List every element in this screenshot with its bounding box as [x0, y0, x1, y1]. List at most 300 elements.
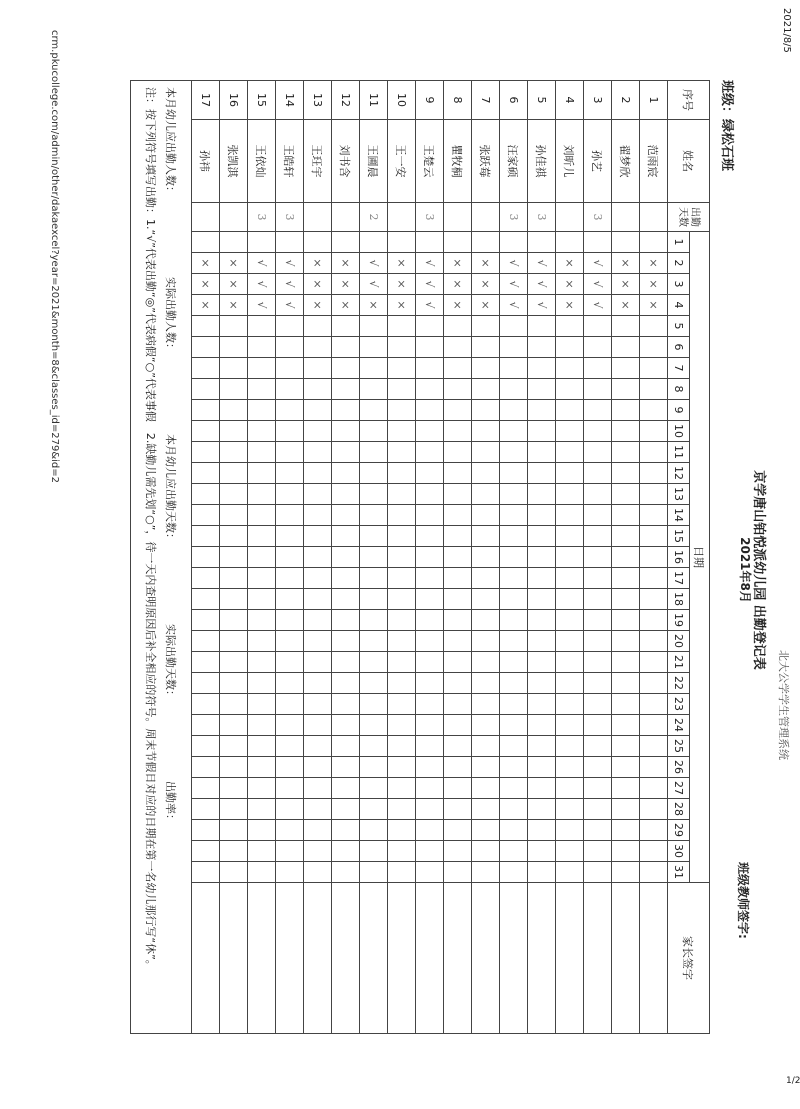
day-number: 13	[668, 484, 690, 505]
day-mark	[276, 442, 304, 463]
day-mark	[220, 610, 248, 631]
day-mark	[472, 820, 500, 841]
actual-attend-days: 实际出勤天数：	[164, 624, 177, 701]
day-mark	[332, 421, 360, 442]
day-number: 5	[668, 316, 690, 337]
day-mark	[556, 484, 584, 505]
day-mark: ×	[220, 253, 248, 274]
day-mark	[584, 568, 612, 589]
day-number: 29	[668, 820, 690, 841]
student-name: 翟梦欣	[612, 120, 640, 203]
day-mark	[612, 358, 640, 379]
day-mark	[360, 778, 388, 799]
student-name: 孙祎	[192, 120, 220, 203]
header-attendance-days: 出勤天数	[668, 203, 710, 232]
day-mark	[444, 778, 472, 799]
day-mark	[220, 778, 248, 799]
day-mark	[276, 358, 304, 379]
day-mark	[612, 820, 640, 841]
day-mark	[416, 610, 444, 631]
day-mark	[584, 673, 612, 694]
day-mark	[556, 694, 584, 715]
day-mark	[276, 526, 304, 547]
day-mark	[276, 820, 304, 841]
day-mark	[500, 337, 528, 358]
day-mark	[304, 862, 332, 883]
day-mark	[248, 694, 276, 715]
attendance-table	[130, 80, 710, 1034]
day-mark	[556, 232, 584, 253]
day-mark	[304, 232, 332, 253]
day-mark	[220, 547, 248, 568]
day-mark	[472, 757, 500, 778]
day-mark	[500, 610, 528, 631]
day-mark	[332, 757, 360, 778]
day-mark: ×	[444, 274, 472, 295]
day-mark: ×	[304, 295, 332, 316]
day-mark	[612, 568, 640, 589]
day-mark	[220, 568, 248, 589]
header-name: 姓名	[668, 120, 710, 203]
day-mark	[276, 337, 304, 358]
day-mark	[304, 358, 332, 379]
day-mark	[388, 358, 416, 379]
day-mark	[640, 694, 668, 715]
day-mark	[584, 715, 612, 736]
day-mark	[220, 337, 248, 358]
day-mark: √	[360, 274, 388, 295]
day-mark	[304, 463, 332, 484]
day-number: 11	[668, 442, 690, 463]
day-mark	[248, 652, 276, 673]
day-mark	[472, 505, 500, 526]
day-mark: √	[276, 295, 304, 316]
day-mark	[500, 736, 528, 757]
day-mark	[192, 736, 220, 757]
student-row	[220, 81, 248, 1034]
day-mark	[276, 652, 304, 673]
attendance-sheet	[40, 0, 800, 1090]
class-label: 班级：绿松石班	[719, 80, 734, 172]
student-number: 7	[472, 81, 500, 120]
attendance-days-value	[304, 203, 332, 232]
day-mark	[500, 652, 528, 673]
student-number: 5	[528, 81, 556, 120]
day-mark	[360, 652, 388, 673]
day-mark	[584, 610, 612, 631]
day-mark	[192, 820, 220, 841]
day-mark: √	[276, 274, 304, 295]
day-mark	[304, 505, 332, 526]
day-mark	[304, 820, 332, 841]
day-mark	[192, 526, 220, 547]
footer-note: 注：按下列符号填写出勤：1.“√”代表出勤“◎”代表病假“○”代表事假 2.缺勤儿需先划“○”，待一天内查明原因后补全相应的符号。周末节假日对应的日期在第一名幼儿那行写“休”。	[144, 87, 157, 971]
day-mark	[248, 589, 276, 610]
day-mark	[220, 484, 248, 505]
attendance-days-value: 3	[248, 203, 276, 232]
day-mark	[304, 841, 332, 862]
day-mark	[332, 358, 360, 379]
day-mark: √	[416, 274, 444, 295]
day-mark	[388, 841, 416, 862]
day-mark	[556, 547, 584, 568]
day-mark	[444, 610, 472, 631]
day-mark	[612, 799, 640, 820]
day-mark	[220, 862, 248, 883]
day-mark	[388, 862, 416, 883]
parent-sign-cell	[556, 883, 584, 1034]
student-name: 王皓轩	[276, 120, 304, 203]
day-mark	[584, 652, 612, 673]
day-mark	[612, 547, 640, 568]
page-number: 1/2	[786, 1076, 800, 1086]
day-mark	[528, 526, 556, 547]
attendance-days-value: 2	[360, 203, 388, 232]
student-row	[584, 81, 612, 1034]
day-mark	[472, 841, 500, 862]
parent-sign-cell	[472, 883, 500, 1034]
day-mark	[528, 841, 556, 862]
day-mark	[528, 316, 556, 337]
day-number: 2	[668, 253, 690, 274]
day-mark	[276, 715, 304, 736]
day-mark	[556, 778, 584, 799]
day-mark	[528, 673, 556, 694]
day-mark	[276, 232, 304, 253]
day-mark	[500, 526, 528, 547]
day-mark	[276, 379, 304, 400]
parent-sign-cell	[360, 883, 388, 1034]
attendance-days-value	[388, 203, 416, 232]
day-mark	[248, 358, 276, 379]
teacher-sign-label: 班级教师签字:	[736, 862, 750, 939]
day-mark	[472, 694, 500, 715]
student-row	[444, 81, 472, 1034]
day-number: 18	[668, 589, 690, 610]
day-mark	[360, 715, 388, 736]
day-mark: ×	[556, 253, 584, 274]
day-mark	[332, 484, 360, 505]
day-mark	[416, 400, 444, 421]
day-mark	[640, 316, 668, 337]
day-mark	[332, 400, 360, 421]
day-number: 24	[668, 715, 690, 736]
day-mark	[388, 715, 416, 736]
day-mark	[640, 757, 668, 778]
parent-sign-cell	[584, 883, 612, 1034]
day-mark: √	[500, 274, 528, 295]
day-mark	[332, 379, 360, 400]
day-mark	[444, 757, 472, 778]
day-mark	[248, 799, 276, 820]
day-mark	[640, 232, 668, 253]
day-mark	[416, 673, 444, 694]
day-mark	[332, 547, 360, 568]
day-mark	[472, 610, 500, 631]
day-mark	[528, 694, 556, 715]
day-number: 14	[668, 505, 690, 526]
day-mark	[360, 799, 388, 820]
day-mark	[584, 505, 612, 526]
day-mark	[304, 715, 332, 736]
day-mark	[472, 736, 500, 757]
day-mark	[416, 841, 444, 862]
day-mark	[444, 820, 472, 841]
day-mark	[388, 673, 416, 694]
day-mark	[220, 316, 248, 337]
day-mark	[472, 778, 500, 799]
day-mark	[444, 589, 472, 610]
student-number: 9	[416, 81, 444, 120]
day-mark	[640, 841, 668, 862]
day-mark	[360, 757, 388, 778]
day-mark	[248, 505, 276, 526]
day-mark	[192, 799, 220, 820]
day-mark	[416, 820, 444, 841]
student-row	[248, 81, 276, 1034]
day-mark	[640, 631, 668, 652]
day-mark	[612, 232, 640, 253]
day-mark	[192, 463, 220, 484]
day-mark	[444, 379, 472, 400]
day-number: 16	[668, 547, 690, 568]
day-mark	[640, 673, 668, 694]
day-mark: √	[528, 295, 556, 316]
day-mark	[556, 379, 584, 400]
day-mark	[388, 505, 416, 526]
day-number: 9	[668, 400, 690, 421]
day-mark	[276, 421, 304, 442]
day-mark: ×	[220, 274, 248, 295]
day-mark	[248, 484, 276, 505]
attendance-days-value	[472, 203, 500, 232]
day-mark	[584, 757, 612, 778]
student-number: 13	[304, 81, 332, 120]
day-mark	[444, 463, 472, 484]
day-mark	[640, 484, 668, 505]
day-mark: √	[416, 295, 444, 316]
day-mark	[360, 442, 388, 463]
day-number: 27	[668, 778, 690, 799]
parent-sign-cell	[640, 883, 668, 1034]
day-mark	[584, 337, 612, 358]
day-number: 22	[668, 673, 690, 694]
parent-sign-cell	[528, 883, 556, 1034]
day-mark	[360, 316, 388, 337]
day-mark: √	[584, 253, 612, 274]
day-mark	[388, 484, 416, 505]
day-mark	[444, 337, 472, 358]
day-mark	[584, 820, 612, 841]
day-mark	[304, 757, 332, 778]
actual-attend-count: 实际出勤人数：	[164, 277, 177, 354]
day-mark	[192, 652, 220, 673]
day-mark	[444, 631, 472, 652]
day-mark	[640, 736, 668, 757]
day-mark	[192, 421, 220, 442]
day-mark	[192, 442, 220, 463]
student-number: 1	[640, 81, 668, 120]
day-mark	[416, 463, 444, 484]
day-mark	[416, 316, 444, 337]
day-mark	[220, 526, 248, 547]
day-mark	[640, 463, 668, 484]
student-number: 16	[220, 81, 248, 120]
day-mark	[500, 505, 528, 526]
day-mark	[528, 421, 556, 442]
day-mark	[192, 484, 220, 505]
day-number: 12	[668, 463, 690, 484]
day-mark	[416, 799, 444, 820]
day-mark	[220, 799, 248, 820]
day-number: 30	[668, 841, 690, 862]
day-mark	[388, 316, 416, 337]
day-mark	[444, 316, 472, 337]
day-mark	[640, 379, 668, 400]
student-name: 孙佳祺	[528, 120, 556, 203]
day-mark	[472, 421, 500, 442]
day-mark	[472, 484, 500, 505]
day-mark	[500, 316, 528, 337]
day-mark	[220, 652, 248, 673]
day-mark	[472, 673, 500, 694]
day-mark: ×	[192, 253, 220, 274]
day-mark	[248, 463, 276, 484]
day-mark	[248, 442, 276, 463]
day-mark	[444, 442, 472, 463]
day-mark	[640, 799, 668, 820]
day-mark	[416, 232, 444, 253]
day-mark	[584, 379, 612, 400]
day-mark	[276, 547, 304, 568]
student-name: 刘昕儿	[556, 120, 584, 203]
day-mark: √	[500, 253, 528, 274]
day-mark	[640, 610, 668, 631]
day-mark	[612, 421, 640, 442]
day-mark	[500, 862, 528, 883]
day-mark	[248, 820, 276, 841]
day-mark	[332, 337, 360, 358]
day-mark	[304, 526, 332, 547]
day-mark	[304, 379, 332, 400]
day-mark	[556, 463, 584, 484]
day-mark	[192, 778, 220, 799]
day-mark	[248, 631, 276, 652]
day-mark	[388, 421, 416, 442]
day-mark	[388, 694, 416, 715]
attendance-days-value	[220, 203, 248, 232]
day-mark	[556, 316, 584, 337]
day-mark: ×	[220, 295, 248, 316]
day-mark	[500, 358, 528, 379]
day-mark	[556, 673, 584, 694]
day-mark	[444, 232, 472, 253]
day-mark	[304, 778, 332, 799]
should-attend-days: 本月幼儿应出勤天数：	[164, 434, 177, 544]
day-mark	[612, 337, 640, 358]
student-name: 王依灿	[248, 120, 276, 203]
day-mark	[220, 694, 248, 715]
student-row	[304, 81, 332, 1034]
day-mark	[304, 589, 332, 610]
attendance-days-value	[640, 203, 668, 232]
day-mark	[192, 757, 220, 778]
student-number: 3	[584, 81, 612, 120]
day-mark	[528, 505, 556, 526]
day-mark	[640, 547, 668, 568]
day-mark	[584, 862, 612, 883]
day-mark	[332, 841, 360, 862]
day-mark	[248, 337, 276, 358]
day-mark	[360, 694, 388, 715]
day-mark	[556, 337, 584, 358]
student-row	[360, 81, 388, 1034]
day-mark: √	[360, 253, 388, 274]
day-mark	[416, 568, 444, 589]
day-mark	[220, 631, 248, 652]
day-mark	[528, 379, 556, 400]
day-mark: √	[276, 253, 304, 274]
day-mark	[388, 400, 416, 421]
day-mark	[248, 316, 276, 337]
day-mark	[444, 526, 472, 547]
day-mark	[388, 589, 416, 610]
parent-sign-cell	[192, 883, 220, 1034]
day-mark	[304, 610, 332, 631]
student-number: 12	[332, 81, 360, 120]
attendance-days-value: 3	[416, 203, 444, 232]
day-mark	[388, 610, 416, 631]
day-mark	[556, 862, 584, 883]
day-mark	[500, 820, 528, 841]
day-mark	[472, 442, 500, 463]
day-mark	[556, 610, 584, 631]
day-mark	[556, 736, 584, 757]
day-mark	[276, 778, 304, 799]
day-mark	[584, 631, 612, 652]
day-mark	[332, 715, 360, 736]
day-mark	[612, 862, 640, 883]
day-mark	[248, 862, 276, 883]
day-mark	[220, 589, 248, 610]
day-mark	[640, 421, 668, 442]
day-mark	[332, 589, 360, 610]
day-mark	[556, 421, 584, 442]
day-mark	[444, 652, 472, 673]
day-mark	[416, 862, 444, 883]
day-number: 3	[668, 274, 690, 295]
day-mark	[276, 736, 304, 757]
day-mark	[472, 799, 500, 820]
day-mark	[416, 442, 444, 463]
day-mark	[500, 631, 528, 652]
day-mark	[416, 547, 444, 568]
parent-sign-cell	[304, 883, 332, 1034]
day-mark	[444, 694, 472, 715]
day-mark	[556, 757, 584, 778]
day-mark	[220, 442, 248, 463]
day-mark	[304, 337, 332, 358]
day-mark	[192, 568, 220, 589]
day-mark	[584, 736, 612, 757]
day-mark	[500, 442, 528, 463]
day-mark	[584, 547, 612, 568]
day-mark	[528, 463, 556, 484]
should-attend-count: 本月幼儿应出勤人数：	[164, 87, 177, 197]
day-mark: ×	[612, 295, 640, 316]
day-mark	[472, 232, 500, 253]
day-mark	[360, 631, 388, 652]
